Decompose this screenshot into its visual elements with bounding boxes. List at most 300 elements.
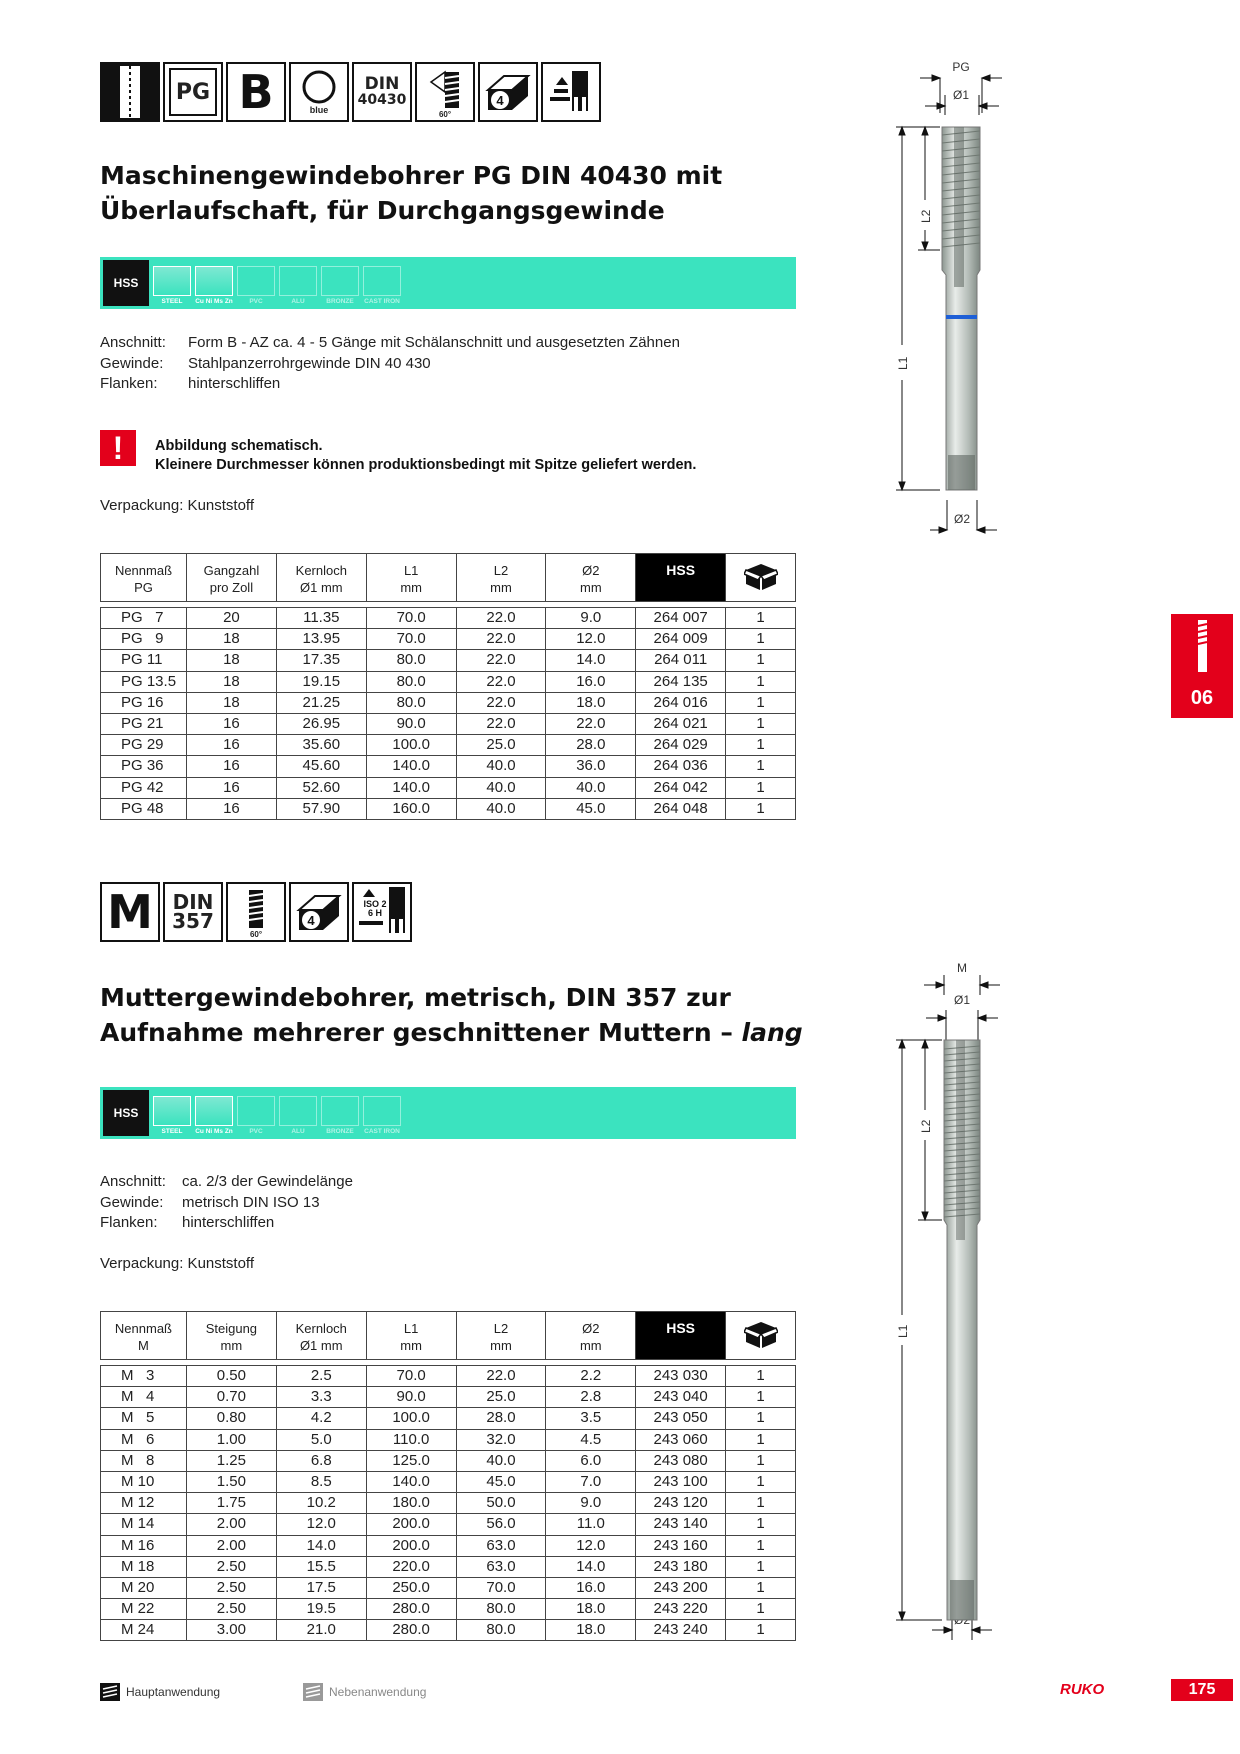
table-cell: 9.0 (546, 608, 636, 629)
col-header-box (726, 554, 796, 602)
col-header: Kernloch Ø1 mm (276, 554, 366, 602)
table-row (101, 671, 796, 692)
table-cell: 45.0 (456, 1471, 546, 1492)
table-cell: 16 (186, 777, 276, 798)
table-row (101, 629, 796, 650)
table-cell: 52.60 (276, 777, 366, 798)
table-row (101, 713, 796, 734)
table-cell: 264 135 (636, 671, 726, 692)
table-cell: 140.0 (366, 756, 456, 777)
table-cell: 243 030 (636, 1366, 726, 1387)
table-cell: 16 (186, 735, 276, 756)
table-row (101, 1408, 796, 1429)
material-steel: STEEL (153, 1091, 191, 1135)
table-row (101, 1471, 796, 1492)
table-cell: 264 042 (636, 777, 726, 798)
table-row (101, 1620, 796, 1641)
table-cell: 200.0 (366, 1535, 456, 1556)
table-cell: 21.0 (276, 1620, 366, 1641)
table-cell: M 6 (101, 1429, 187, 1450)
table-cell: 18.0 (546, 1599, 636, 1620)
table-cell: 22.0 (456, 671, 546, 692)
table-cell: 1 (726, 1493, 796, 1514)
table-cell: 2.50 (186, 1577, 276, 1598)
steel-secondary-icon (303, 1683, 323, 1701)
table-m-body (101, 1360, 796, 1641)
table-cell: 40.0 (546, 777, 636, 798)
table-cell: M 16 (101, 1535, 187, 1556)
table-cell: 125.0 (366, 1450, 456, 1471)
table-cell: 100.0 (366, 735, 456, 756)
table-row (101, 1556, 796, 1577)
table-cell: 63.0 (456, 1535, 546, 1556)
table-cell: 140.0 (366, 1471, 456, 1492)
table-row (101, 608, 796, 629)
section1-title-line1: Maschinengewindebohrer PG DIN 40430 mit (100, 161, 723, 190)
metric-thread-icon: M (100, 882, 160, 942)
table-cell: 18 (186, 692, 276, 713)
table-cell: 1 (726, 692, 796, 713)
material-alu: ALU (279, 261, 317, 305)
table-cell: 3.3 (276, 1387, 366, 1408)
tolerance-icon (352, 882, 412, 942)
table-cell: 243 060 (636, 1429, 726, 1450)
col-header: Gangzahl pro Zoll (186, 554, 276, 602)
table-row (101, 798, 796, 819)
flute-count-icon (289, 882, 349, 942)
table-cell: 1 (726, 650, 796, 671)
material-cunimszn: Cu Ni Ms Zn (195, 261, 233, 305)
table-cell: 2.00 (186, 1535, 276, 1556)
table-cell: 18 (186, 671, 276, 692)
shank-overflow-icon (100, 62, 160, 122)
table-cell: PG 29 (101, 735, 187, 756)
table-cell: 26.95 (276, 713, 366, 734)
table-cell: PG 9 (101, 629, 187, 650)
table-cell: 35.60 (276, 735, 366, 756)
tolerance-line1: ISO 2 (363, 899, 387, 909)
col-header: Nennmaß M (101, 1312, 187, 1360)
table-cell: 45.60 (276, 756, 366, 777)
table-cell: 28.0 (456, 1408, 546, 1429)
col-header: Ø2 mm (546, 554, 636, 602)
table-cell: 1 (726, 713, 796, 734)
table-cell: 22.0 (456, 629, 546, 650)
table-cell: 1 (726, 1556, 796, 1577)
table-cell: 250.0 (366, 1577, 456, 1598)
hss-badge: HSS (103, 1090, 149, 1136)
property-icons-pg (100, 62, 601, 122)
table-cell: M 4 (101, 1387, 187, 1408)
package-icon (744, 1320, 778, 1350)
table-cell: M 8 (101, 1450, 187, 1471)
table-cell: 80.0 (366, 650, 456, 671)
tap-drawing-m (880, 960, 1050, 1650)
table-cell: 264 029 (636, 735, 726, 756)
material-pvc: PVC (237, 261, 275, 305)
steel-main-icon (100, 1683, 120, 1701)
specs-pg (100, 333, 680, 395)
table-cell: PG 13.5 (101, 671, 187, 692)
table-cell: 17.35 (276, 650, 366, 671)
section2-title-italic: lang (741, 1018, 803, 1047)
col-header: L2 mm (456, 554, 546, 602)
table-cell: 15.5 (276, 1556, 366, 1577)
package-icon (744, 562, 778, 592)
table-cell: 1 (726, 1429, 796, 1450)
table-cell: 16.0 (546, 671, 636, 692)
table-cell: 12.0 (276, 1514, 366, 1535)
material-cast-iron: CAST IRON (363, 1091, 401, 1135)
table-cell: PG 16 (101, 692, 187, 713)
din-icon: DIN 357 (163, 882, 223, 942)
table-cell: PG 7 (101, 608, 187, 629)
drawing-d1-label: Ø1 (953, 993, 971, 1007)
table-cell: 57.90 (276, 798, 366, 819)
table-cell: 1 (726, 1408, 796, 1429)
table-cell: 243 200 (636, 1577, 726, 1598)
spec-row: Gewinde: Stahlpanzerrohrgewinde DIN 40 430 (100, 354, 431, 372)
table-cell: 1 (726, 735, 796, 756)
table-row (101, 756, 796, 777)
table-cell: 22.0 (456, 1366, 546, 1387)
table-cell: 1.00 (186, 1429, 276, 1450)
table-cell: 12.0 (546, 629, 636, 650)
table-cell: 11.35 (276, 608, 366, 629)
hss-badge: HSS (103, 260, 149, 306)
flute-count-label: 4 (307, 913, 315, 928)
table-cell: PG 42 (101, 777, 187, 798)
spec-row: Flanken: hinterschliffen (100, 375, 281, 392)
table-cell: 140.0 (366, 777, 456, 798)
table-cell: 12.0 (546, 1535, 636, 1556)
table-cell: 8.5 (276, 1471, 366, 1492)
drawing-d1-label: Ø1 (952, 88, 970, 102)
table-cell: 1.25 (186, 1450, 276, 1471)
table-cell: 16.0 (546, 1577, 636, 1598)
table-cell: 56.0 (456, 1514, 546, 1535)
table-cell: 25.0 (456, 1387, 546, 1408)
table-cell: 10.2 (276, 1493, 366, 1514)
table-cell: 80.0 (366, 692, 456, 713)
table-cell: 40.0 (456, 798, 546, 819)
table-cell: 1 (726, 1577, 796, 1598)
thread-angle-icon: 60° (415, 62, 475, 122)
table-cell: 22.0 (456, 650, 546, 671)
col-header: L1 mm (366, 554, 456, 602)
chapter-tab[interactable] (1171, 614, 1233, 718)
material-alu: ALU (279, 1091, 317, 1135)
table-cell: 2.00 (186, 1514, 276, 1535)
table-cell: M 24 (101, 1620, 187, 1641)
table-cell: 70.0 (456, 1577, 546, 1598)
col-header: L1 mm (366, 1312, 456, 1360)
table-cell: 5.0 (276, 1429, 366, 1450)
table-cell: M 3 (101, 1366, 187, 1387)
table-cell: 280.0 (366, 1599, 456, 1620)
table-cell: 80.0 (456, 1620, 546, 1641)
table-pg (100, 553, 796, 820)
table-cell: 3.5 (546, 1408, 636, 1429)
col-header: L2 mm (456, 1312, 546, 1360)
table-row (101, 1450, 796, 1471)
table-cell: 16 (186, 756, 276, 777)
material-bronze: BRONZE (321, 261, 359, 305)
table-cell: PG 48 (101, 798, 187, 819)
table-cell: 1 (726, 756, 796, 777)
table-cell: 18 (186, 650, 276, 671)
table-cell: 264 007 (636, 608, 726, 629)
table-cell: 264 036 (636, 756, 726, 777)
table-cell: 243 220 (636, 1599, 726, 1620)
table-cell: 160.0 (366, 798, 456, 819)
table-cell: 22.0 (546, 713, 636, 734)
table-cell: 63.0 (456, 1556, 546, 1577)
table-cell: M 5 (101, 1408, 187, 1429)
table-cell: 1.75 (186, 1493, 276, 1514)
table-cell: 2.5 (276, 1366, 366, 1387)
col-header-hss: HSS (636, 1312, 726, 1360)
thread-angle-icon: 60° (226, 882, 286, 942)
table-cell: 80.0 (366, 671, 456, 692)
property-icons-m (100, 882, 412, 942)
table-cell: PG 36 (101, 756, 187, 777)
table-cell: 70.0 (366, 629, 456, 650)
table-cell: M 10 (101, 1471, 187, 1492)
spec-row: Anschnitt: ca. 2/3 der Gewindelänge (100, 1173, 353, 1190)
table-cell: 22.0 (456, 608, 546, 629)
table-cell: 264 048 (636, 798, 726, 819)
col-header-box (726, 1312, 796, 1360)
table-cell: 1 (726, 1535, 796, 1556)
table-cell: 1 (726, 1620, 796, 1641)
legend-secondary: Nebenanwendung (303, 1683, 426, 1701)
table-cell: 1 (726, 629, 796, 650)
table-m (100, 1311, 796, 1641)
table-cell: 1 (726, 1514, 796, 1535)
drawing-l1-label: L1 (896, 356, 910, 370)
material-steel: STEEL (153, 261, 191, 305)
table-cell: 243 240 (636, 1620, 726, 1641)
table-cell: 18.0 (546, 692, 636, 713)
warning-icon: ! (100, 430, 136, 466)
table-cell: 32.0 (456, 1429, 546, 1450)
table-row (101, 1577, 796, 1598)
table-row (101, 777, 796, 798)
table-cell: 243 100 (636, 1471, 726, 1492)
table-row (101, 1429, 796, 1450)
table-cell: 0.80 (186, 1408, 276, 1429)
spec-row: Flanken: hinterschliffen (100, 1214, 275, 1231)
table-cell: 18.0 (546, 1620, 636, 1641)
table-cell: M 18 (101, 1556, 187, 1577)
col-header: Nennmaß PG (101, 554, 187, 602)
table-cell: 2.50 (186, 1599, 276, 1620)
table-cell: 28.0 (546, 735, 636, 756)
table-cell: 2.8 (546, 1387, 636, 1408)
section2-title (100, 980, 820, 1050)
table-cell: 19.15 (276, 671, 366, 692)
table-cell: 1 (726, 798, 796, 819)
table-cell: 16 (186, 798, 276, 819)
table-cell: 100.0 (366, 1408, 456, 1429)
drawing-l2-label: L2 (919, 1119, 933, 1133)
table-cell: 1 (726, 1450, 796, 1471)
col-header: Ø2 mm (546, 1312, 636, 1360)
table-row (101, 735, 796, 756)
section1-title (100, 158, 800, 228)
table-cell: 243 160 (636, 1535, 726, 1556)
drawing-l2-label: L2 (919, 209, 933, 223)
drawing-m-label: M (957, 961, 967, 975)
col-header-hss: HSS (636, 554, 726, 602)
drawing-d2-label: Ø2 (953, 512, 971, 526)
table-cell: 180.0 (366, 1493, 456, 1514)
table-cell: 21.25 (276, 692, 366, 713)
table-cell: 0.70 (186, 1387, 276, 1408)
table-cell: 50.0 (456, 1493, 546, 1514)
table-cell: 243 140 (636, 1514, 726, 1535)
table-cell: 25.0 (456, 735, 546, 756)
table-cell: 243 050 (636, 1408, 726, 1429)
table-cell: 13.95 (276, 629, 366, 650)
table-cell: 20 (186, 608, 276, 629)
table-cell: 2.2 (546, 1366, 636, 1387)
table-cell: 6.0 (546, 1450, 636, 1471)
table-cell: 110.0 (366, 1429, 456, 1450)
table-cell: 1.50 (186, 1471, 276, 1492)
table-pg-body (101, 602, 796, 820)
page-number: 175 (1171, 1679, 1233, 1701)
table-cell: 243 120 (636, 1493, 726, 1514)
table-cell: 11.0 (546, 1514, 636, 1535)
packaging-pg: Verpackung: Kunststoff (100, 497, 254, 514)
table-cell: 280.0 (366, 1620, 456, 1641)
table-row (101, 650, 796, 671)
spec-row: Gewinde: metrisch DIN ISO 13 (100, 1193, 320, 1211)
table-cell: 40.0 (456, 777, 546, 798)
table-cell: 18 (186, 629, 276, 650)
warning-text: Abbildung schematisch. Kleinere Durchmesser können produktionsbedingt mit Spitze geliefert werden. (155, 438, 697, 473)
table-cell: 17.5 (276, 1577, 366, 1598)
table-cell: 40.0 (456, 1450, 546, 1471)
pg-thread-icon: PG (163, 62, 223, 122)
table-cell: 36.0 (546, 756, 636, 777)
table-cell: 200.0 (366, 1514, 456, 1535)
table-cell: 14.0 (546, 650, 636, 671)
table-cell: 22.0 (456, 713, 546, 734)
table-cell: 1 (726, 777, 796, 798)
table-cell: 14.0 (276, 1535, 366, 1556)
section2-title-line1: Muttergewindebohrer, metrisch, DIN 357 zur (100, 983, 731, 1012)
col-header: Kernloch Ø1 mm (276, 1312, 366, 1360)
drawing-pg-label: PG (952, 60, 970, 74)
material-cunimszn: Cu Ni Ms Zn (195, 1091, 233, 1135)
material-bronze: BRONZE (321, 1091, 359, 1135)
table-cell: 1 (726, 1366, 796, 1387)
section1-title-line2: Überlaufschaft, für Durchgangsgewinde (100, 196, 665, 225)
table-row (101, 1599, 796, 1620)
table-cell: 7.0 (546, 1471, 636, 1492)
table-cell: 40.0 (456, 756, 546, 777)
table-cell: PG 21 (101, 713, 187, 734)
table-cell: M 20 (101, 1577, 187, 1598)
table-cell: 1 (726, 1599, 796, 1620)
tap-drawing-pg (880, 55, 1050, 540)
table-cell: 1 (726, 1471, 796, 1492)
table-cell: 220.0 (366, 1556, 456, 1577)
drawing-l1-label: L1 (896, 1324, 910, 1338)
chapter-number: 06 (1190, 687, 1214, 709)
table-cell: 6.8 (276, 1450, 366, 1471)
flute-count-icon (478, 62, 538, 122)
table-cell: 4.2 (276, 1408, 366, 1429)
table-cell: PG 11 (101, 650, 187, 671)
table-cell: 1 (726, 1387, 796, 1408)
table-cell: 70.0 (366, 608, 456, 629)
table-cell: 1 (726, 671, 796, 692)
table-cell: M 12 (101, 1493, 187, 1514)
table-row (101, 1514, 796, 1535)
table-cell: 264 009 (636, 629, 726, 650)
table-row (101, 1387, 796, 1408)
material-cast-iron: CAST IRON (363, 261, 401, 305)
table-cell: 264 011 (636, 650, 726, 671)
table-cell: 243 180 (636, 1556, 726, 1577)
blue-ring-icon: blue (289, 62, 349, 122)
table-cell: 264 021 (636, 713, 726, 734)
table-cell: 90.0 (366, 713, 456, 734)
tolerance-line2: 6 H (367, 908, 383, 918)
table-cell: 80.0 (456, 1599, 546, 1620)
table-cell: 16 (186, 713, 276, 734)
spec-row: Anschnitt: Form B - AZ ca. 4 - 5 Gänge mit Schälanschnitt und ausgesetzten Zähnen (100, 334, 680, 351)
table-cell: 1 (726, 608, 796, 629)
table-cell: 45.0 (546, 798, 636, 819)
table-cell: 4.5 (546, 1429, 636, 1450)
table-row (101, 1366, 796, 1387)
table-cell: 2.50 (186, 1556, 276, 1577)
table-cell: 14.0 (546, 1556, 636, 1577)
table-cell: 243 040 (636, 1387, 726, 1408)
table-cell: 264 016 (636, 692, 726, 713)
specs-m (100, 1172, 353, 1234)
form-b-icon: B (226, 62, 286, 122)
flute-count-label: 4 (496, 93, 504, 108)
table-cell: 3.00 (186, 1620, 276, 1641)
section2-title-line2: Aufnahme mehrerer geschnittener Muttern – lang (100, 1018, 803, 1047)
legend-main: Hauptanwendung (100, 1683, 220, 1701)
through-hole-icon (541, 62, 601, 122)
material-pvc: PVC (237, 1091, 275, 1135)
table-cell: 70.0 (366, 1366, 456, 1387)
tap-icon (1171, 614, 1233, 680)
brand-logo: RUKO (1060, 1681, 1105, 1698)
table-cell: 22.0 (456, 692, 546, 713)
table-cell: 0.50 (186, 1366, 276, 1387)
table-cell: 19.5 (276, 1599, 366, 1620)
table-cell: M 14 (101, 1514, 187, 1535)
material-bar-pg (100, 257, 796, 309)
din-icon: DIN 40430 (352, 62, 412, 122)
table-row (101, 692, 796, 713)
table-cell: 90.0 (366, 1387, 456, 1408)
table-row (101, 1535, 796, 1556)
table-cell: 9.0 (546, 1493, 636, 1514)
packaging-m: Verpackung: Kunststoff (100, 1255, 254, 1272)
table-cell: M 22 (101, 1599, 187, 1620)
table-cell: 243 080 (636, 1450, 726, 1471)
